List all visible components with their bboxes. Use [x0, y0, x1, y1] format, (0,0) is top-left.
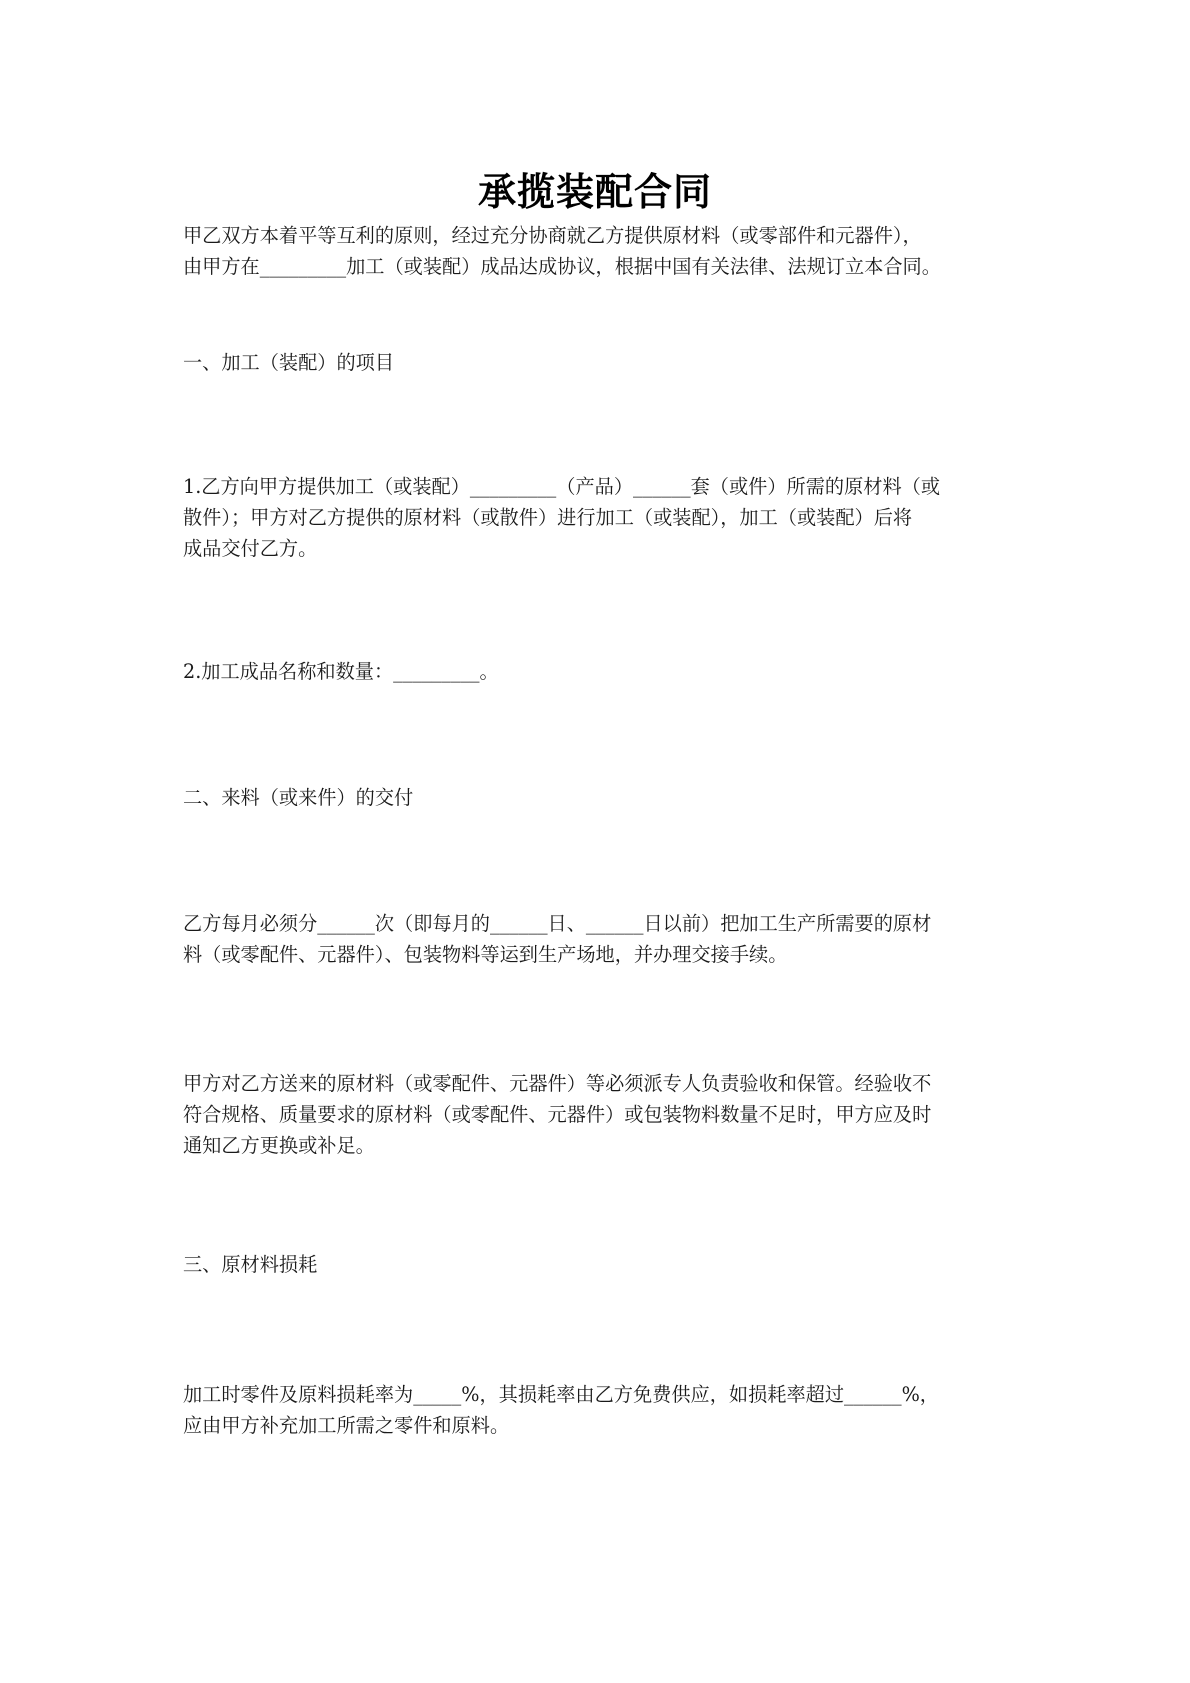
text-line: 由甲方在_________加工（或装配）成品达成协议，根据中国有关法律、法规订立本合同。	[183, 255, 941, 278]
text-line: 散件）；甲方对乙方提供的原材料（或散件）进行加工（或装配），加工（或装配）后将	[183, 506, 913, 529]
text-line: 乙方每月必须分______次（即每月的______日、______日以前）把加工生产所需要的原材	[183, 912, 932, 935]
text-line: 1.乙方向甲方提供加工（或装配）_________（产品）______套（或件）所需的原材料（或	[183, 475, 941, 498]
document-title: 承揽装配合同	[477, 169, 712, 214]
section-2-paragraph-2	[183, 1068, 1023, 1161]
section-1-item-1	[183, 471, 1023, 564]
section-heading-3: 三、原材料损耗	[183, 1253, 318, 1276]
section-2-paragraph-1	[183, 908, 1023, 970]
text-line: 甲乙双方本着平等互利的原则，经过充分协商就乙方提供原材料（或零部件和元器件），	[183, 224, 922, 247]
text-line: 符合规格、质量要求的原材料（或零配件、元器件）或包装物料数量不足时，甲方应及时	[183, 1103, 932, 1126]
text-line: 料（或零配件、元器件）、包装物料等运到生产场地，并办理交接手续。	[183, 943, 788, 966]
text-line: 甲方对乙方送来的原材料（或零配件、元器件）等必须派专人负责验收和保管。经验收不	[183, 1072, 932, 1095]
section-heading-1: 一、加工（装配）的项目	[183, 351, 395, 374]
section-1-item-2	[183, 656, 1023, 687]
text-line: 加工时零件及原料损耗率为_____%，其损耗率由乙方免费供应，如损耗率超过______%，	[183, 1383, 939, 1406]
text-line: 2.加工成品名称和数量：_________。	[183, 660, 499, 683]
section-heading-2: 二、来料（或来件）的交付	[183, 786, 414, 809]
intro-paragraph	[183, 220, 1023, 282]
section-3-paragraph-1	[183, 1379, 1023, 1441]
text-line: 应由甲方补充加工所需之零件和原料。	[183, 1414, 510, 1437]
text-line: 成品交付乙方。	[183, 537, 318, 560]
text-line: 通知乙方更换或补足。	[183, 1134, 375, 1157]
